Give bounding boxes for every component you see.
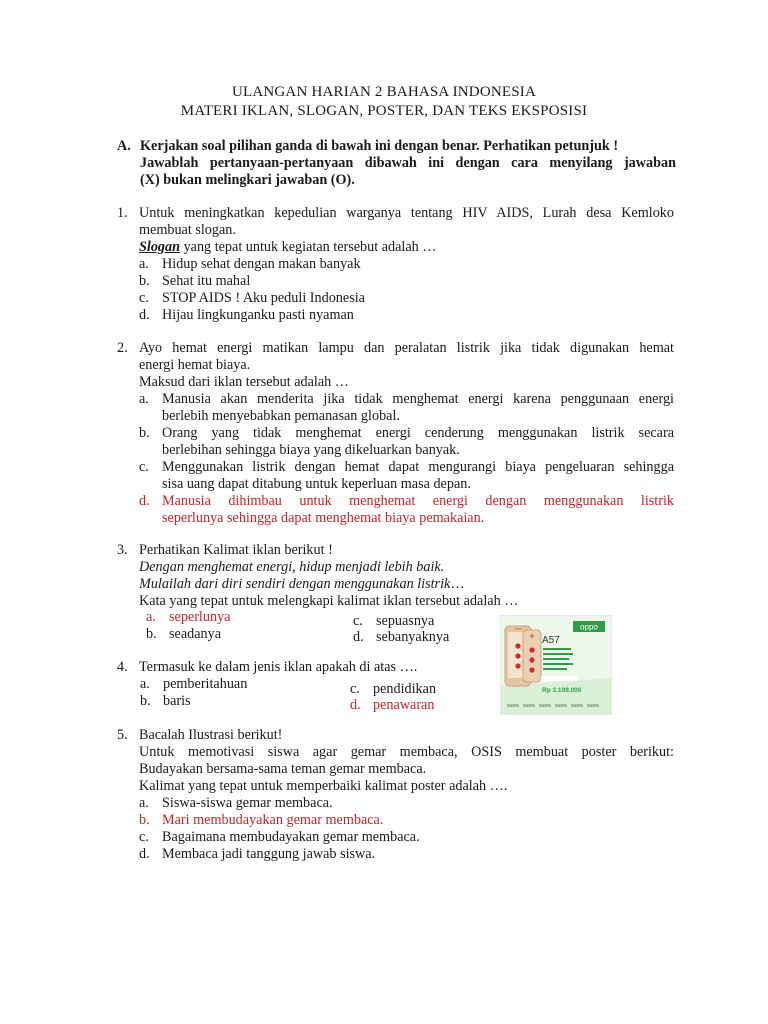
option-d-highlighted[interactable]: d. penawaran — [350, 697, 435, 713]
question-number: 2. — [117, 340, 128, 356]
question-text-line: Perhatikan Kalimat iklan berikut ! — [139, 542, 333, 558]
option-b[interactable]: b. Sehat itu mahal — [139, 273, 251, 289]
prompt-text: yang tepat untuk kegiatan tersebut adalah … — [180, 239, 437, 255]
question-text-line: membuat slogan. — [139, 222, 236, 238]
option-a-highlighted[interactable]: a. seperlunya — [146, 609, 231, 625]
option-a[interactable]: a. Manusia akan menderita jika tidak menghemat energi karena penggunaan energi berlebih menyebabkan pemanasan global. — [139, 391, 674, 424]
question-prompt — [139, 239, 674, 256]
question-prompt: Kalimat yang tepat untuk memperbaiki kalimat poster adalah …. — [139, 778, 508, 794]
question-text-line: Termasuk ke dalam jenis iklan apakah di atas …. — [139, 659, 418, 675]
question-text-line: energi hemat biaya. — [139, 357, 251, 373]
option-b[interactable]: b. seadanya — [146, 626, 221, 642]
phone-icon — [505, 626, 541, 686]
option-c[interactable]: c. pendidikan — [350, 681, 437, 697]
option-b[interactable]: b. baris — [140, 693, 191, 709]
exam-title: ULANGAN HARIAN 2 BAHASA INDONESIA — [231, 84, 537, 100]
instruction-line-2: Jawablah pertanyaan-pertanyaan dibawah ini dengan cara menyilang jawaban — [140, 155, 676, 171]
question-text-line: Ayo hemat energi matikan lampu dan peralatan listrik jika tidak digunakan hemat — [139, 340, 674, 356]
option-b-highlighted[interactable]: b. Mari membudayakan gemar membaca. — [139, 812, 384, 828]
phone-model: A57 — [542, 635, 560, 646]
instruction-line-3: (X) bukan melingkari jawaban (O). — [140, 172, 355, 188]
option-d-highlighted[interactable]: d. Manusia dihimbau untuk menghemat energi dengan menggunakan listrik seperlunya sehingga dapat menghemat biaya pemakaian. — [139, 493, 674, 526]
option-a[interactable]: a. Hidup sehat dengan makan banyak — [139, 256, 361, 272]
instruction-line-1: Kerjakan soal pilihan ganda di bawah ini dengan benar. Perhatikan petunjuk ! — [140, 138, 619, 154]
question-prompt: Maksud dari iklan tersebut adalah … — [139, 374, 349, 390]
question-text-line: Untuk meningkatkan kepedulian warganya tentang HIV AIDS, Lurah desa Kemloko — [139, 205, 674, 221]
price-box — [541, 676, 577, 681]
question-number: 1. — [117, 205, 128, 221]
ad-sentence-line: Dengan menghemat energi, hidup menjadi lebih baik. — [139, 559, 445, 575]
option-c[interactable]: c. STOP AIDS ! Aku peduli Indonesia — [139, 290, 365, 306]
option-d[interactable]: d. Membaca jadi tanggung jawab siswa. — [139, 846, 376, 862]
exam-subtitle: MATERI IKLAN, SLOGAN, POSTER, DAN TEKS EKSPOSISI — [180, 103, 588, 119]
phone-price: Rp 3.199.000 — [542, 687, 582, 694]
ad-sentence-line: Mulailah dari diri sendiri dengan menggunakan listrik… — [139, 576, 465, 592]
brand-logo: oppo — [580, 622, 598, 632]
slogan-keyword: Slogan — [139, 239, 181, 255]
option-a[interactable]: a. Siswa-siswa gemar membaca. — [139, 795, 333, 811]
option-a[interactable]: a. pemberitahuan — [140, 676, 248, 692]
question-text-line: Untuk memotivasi siswa agar gemar membaca, OSIS membuat poster berikut: — [139, 744, 674, 760]
option-c[interactable]: c. Bagaimana membudayakan gemar membaca. — [139, 829, 420, 845]
question-text-line: Bacalah Ilustrasi berikut! — [139, 727, 283, 743]
question-number: 3. — [117, 542, 128, 558]
option-c[interactable]: c. Menggunakan listrik dengan hemat dapat mengurangi biaya pengeluaran sehingga sisa uang dapat ditabung untuk keperluan masa depan. — [139, 459, 674, 492]
poster-text: Budayakan bersama-sama teman gemar membaca. — [139, 761, 427, 777]
question-number: 4. — [117, 659, 128, 675]
question-prompt: Kata yang tepat untuk melengkapi kalimat iklan tersebut adalah … — [139, 593, 519, 609]
instruction-label: A. — [117, 138, 131, 154]
option-b[interactable]: b. Orang yang tidak menghemat energi cenderung menggunakan listrik secara berlebihan sehingga biaya yang dikeluarkan banyak. — [139, 425, 674, 458]
option-c[interactable]: c. sepuasnya — [353, 613, 435, 629]
question-number: 5. — [117, 727, 128, 743]
option-d[interactable]: d. Hijau lingkunganku pasti nyaman — [139, 307, 354, 323]
option-d[interactable]: d. sebanyaknya — [353, 629, 450, 645]
